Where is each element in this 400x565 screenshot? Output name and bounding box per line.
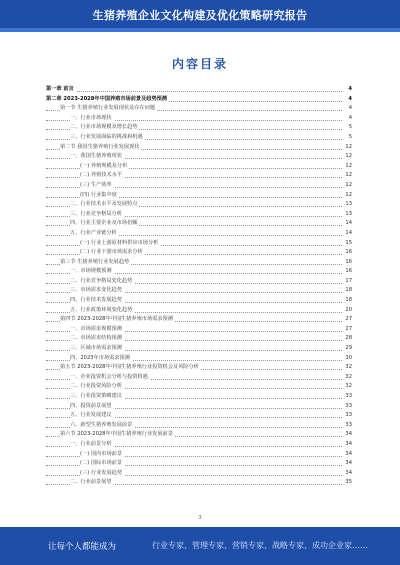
toc-entry-page: 33 (343, 411, 352, 421)
toc-entry[interactable] (46, 210, 352, 220)
toc-entry[interactable] (46, 95, 352, 105)
toc-entry[interactable] (46, 286, 352, 296)
toc-entry[interactable] (46, 373, 352, 383)
toc-entry-text: 四、投资前景展望 (70, 402, 112, 409)
toc-entry-text: 一、我国生猪养殖现状 (70, 153, 122, 160)
toc-entry-page: 13 (343, 200, 352, 210)
toc-entry-page: 14 (343, 219, 352, 229)
toc-entry-text: 第一章 前言 (46, 86, 74, 92)
toc-entry[interactable] (46, 277, 352, 287)
toc-entry-text: 第二章 2023-2028年中国养殖市场前景及趋势预测 (46, 95, 168, 102)
toc-entry[interactable] (46, 152, 352, 162)
toc-entry-page: 18 (343, 296, 352, 306)
report-title: 生猪养殖企业文化构建及优化策略研究报告 (92, 9, 308, 22)
table-of-contents (46, 85, 352, 488)
toc-entry-text: 一、市场规模预测 (70, 268, 112, 275)
footer-roles: 行业专家、管理专家、营销专家、战略专家、成功企业家…… (152, 541, 368, 550)
toc-entry-page: 33 (343, 421, 352, 431)
toc-entry-text: (一) 养殖规模及分布 (80, 162, 128, 169)
toc-entry-page: 16 (343, 258, 352, 268)
footer-slogan: 让每个人都能成为 (48, 542, 117, 552)
toc-entry-text: 一、市场需求规模预测 (70, 325, 122, 332)
toc-entry-text: 四、行业技术发展趋势 (70, 297, 122, 304)
toc-entry-text: 三、行业投资策略建议 (70, 393, 122, 399)
toc-entry-text: (二) 养殖技术水平 (80, 172, 123, 179)
toc-entry-text: (三) 生产效率 (80, 181, 112, 188)
toc-entry[interactable] (46, 143, 352, 153)
toc-entry-text: 二、市场需求结构预测 (70, 335, 122, 342)
toc-entry-page: 12 (343, 143, 352, 153)
toc-entry-text: 一、企业投资机会分析与投资机遇 (70, 373, 148, 380)
toc-entry-page: 12 (343, 152, 352, 162)
toc-entry-text: 第六节 2023-2028年中国生猪养殖行业发展前景 (60, 431, 173, 438)
toc-entry[interactable] (46, 315, 352, 325)
toc-entry[interactable] (46, 181, 352, 191)
toc-entry-text: 第二节 我国生猪养殖行业发展现状 (60, 143, 140, 150)
toc-entry-text: 二、行业投资风险分析 (70, 383, 122, 390)
toc-entry[interactable] (46, 421, 352, 431)
toc-entry-text: 二、行业前景展望 (70, 479, 112, 486)
toc-entry[interactable] (46, 469, 352, 479)
toc-entry[interactable] (46, 450, 352, 460)
toc-entry-page: 34 (343, 440, 352, 450)
toc-entry-text: 三、行业竞争格局分析 (70, 210, 122, 217)
toc-entry-page: 34 (343, 450, 352, 460)
toc-entry[interactable] (46, 200, 352, 210)
toc-entry-page: 33 (343, 402, 352, 412)
toc-entry-text: 第一节 生猪养殖行业发展现状及存在问题 (60, 105, 156, 112)
toc-entry-page: 32 (343, 373, 352, 383)
toc-entry[interactable] (46, 354, 352, 364)
toc-entry[interactable] (46, 430, 352, 440)
toc-entry-text: 五、行业政策环境变化趋势 (70, 306, 133, 313)
toc-entry-text: 第三节 生猪养殖行业发展趋势 (60, 258, 130, 265)
toc-entry-page: 12 (343, 181, 352, 191)
toc-entry-text: (一) 国内市场前景 (80, 450, 123, 457)
toc-entry[interactable] (46, 478, 352, 488)
toc-entry-page: 30 (343, 354, 352, 364)
toc-entry[interactable] (46, 344, 352, 354)
toc-entry-page: 5 (347, 123, 352, 133)
toc-entry-text: 三、市场需求变化趋势 (70, 287, 122, 294)
toc-entry[interactable] (46, 306, 352, 316)
toc-entry[interactable] (46, 296, 352, 306)
toc-entry-page: 34 (343, 459, 352, 469)
toc-title: 内容目录 (171, 57, 228, 71)
toc-entry-page: 27 (343, 315, 352, 325)
toc-entry-text: 三、区域市场需求预测 (70, 345, 122, 352)
toc-entry[interactable] (46, 162, 352, 172)
toc-entry-text: 第五节 2023-2028年中国生猪养殖行业投资机会及风险分析 (60, 364, 199, 371)
toc-entry-page: 16 (343, 248, 352, 258)
toc-entry-text: 四、2023年市场需求预测 (70, 354, 130, 361)
toc-entry[interactable] (46, 392, 352, 402)
header-stripe (0, 28, 400, 32)
toc-entry-text: 一、行业市场现状 (70, 114, 112, 121)
toc-entry-page: 34 (343, 430, 352, 440)
toc-entry[interactable] (46, 229, 352, 239)
header-bar (0, 0, 400, 32)
toc-entry[interactable] (46, 402, 352, 412)
toc-entry-text: 四、行业主要企业及市场份额 (70, 220, 138, 227)
toc-entry-page: 12 (343, 162, 352, 172)
toc-entry-page: 32 (343, 363, 352, 373)
toc-entry-page: 4 (347, 104, 352, 114)
toc-entry-page: 18 (343, 286, 352, 296)
toc-entry[interactable] (46, 440, 352, 450)
toc-entry[interactable] (46, 123, 352, 133)
toc-entry[interactable] (46, 171, 352, 181)
toc-entry[interactable] (46, 258, 352, 268)
toc-entry-text: 第四节 2023-2028年中国生猪养殖市场需求预测 (60, 316, 173, 323)
toc-entry[interactable] (46, 191, 352, 201)
toc-entry[interactable] (46, 411, 352, 421)
toc-entry[interactable] (46, 267, 352, 277)
toc-entry-text: (四) 行业集中度 (80, 191, 117, 198)
toc-entry-page: 4 (346, 85, 352, 95)
toc-entry-page: 29 (343, 344, 352, 354)
toc-leader (46, 91, 342, 92)
toc-entry-text: 二、行业竞争格局变化趋势 (70, 277, 133, 284)
toc-entry-page: 20 (343, 306, 352, 316)
toc-entry[interactable] (46, 382, 352, 392)
toc-entry-text: (三) 行业发展趋势 (80, 469, 123, 476)
footer-bar (0, 527, 400, 565)
toc-entry-page: 35 (343, 478, 352, 488)
toc-entry[interactable] (46, 248, 352, 258)
toc-entry-page: 14 (343, 229, 352, 239)
toc-entry[interactable] (46, 459, 352, 469)
toc-entry-page: 27 (343, 325, 352, 335)
toc-entry[interactable] (46, 104, 352, 114)
toc-entry-text: 一、行业前景分析 (70, 440, 112, 447)
toc-entry-text: 六、新型生猪养殖发展前景 (70, 421, 133, 428)
toc-entry-text: 二、行业市场规模及增长趋势 (70, 124, 138, 131)
toc-entry-text: (一) 行业上游原材料供应市场分析 (80, 239, 159, 246)
toc-entry-page: 4 (347, 114, 352, 124)
toc-entry[interactable] (46, 85, 352, 95)
toc-entry-page: 5 (347, 133, 352, 143)
toc-entry-text: 二、行业技术水平及发展特点 (70, 201, 138, 208)
toc-entry[interactable] (46, 219, 352, 229)
toc-entry[interactable] (46, 334, 352, 344)
toc-entry-text: (二) 国际市场前景 (80, 460, 123, 467)
toc-entry[interactable] (46, 114, 352, 124)
toc-entry-page: 16 (343, 267, 352, 277)
toc-entry-page: 4 (346, 95, 352, 105)
toc-entry-page: 13 (343, 210, 352, 220)
toc-entry[interactable] (46, 363, 352, 373)
toc-entry-page: 12 (343, 171, 352, 181)
toc-entry-text: 三、行业发展面临的挑战和机遇 (70, 133, 143, 140)
toc-entry[interactable] (46, 239, 352, 249)
toc-entry[interactable] (46, 325, 352, 335)
toc-entry-text: (二) 行业下游市场需求分析 (80, 249, 143, 256)
page-number: 3 (198, 515, 202, 521)
toc-entry-page: 33 (343, 392, 352, 402)
toc-entry[interactable] (46, 133, 352, 143)
toc-entry-text: 五、行业产业链分析 (70, 229, 117, 236)
toc-entry-page: 12 (343, 191, 352, 201)
toc-entry-text: 五、行业发展建议 (70, 412, 112, 419)
toc-entry-page: 32 (343, 382, 352, 392)
toc-entry-page: 17 (343, 277, 352, 287)
toc-entry-page: 34 (343, 469, 352, 479)
toc-entry-page: 28 (343, 334, 352, 344)
toc-entry-page: 15 (343, 239, 352, 249)
